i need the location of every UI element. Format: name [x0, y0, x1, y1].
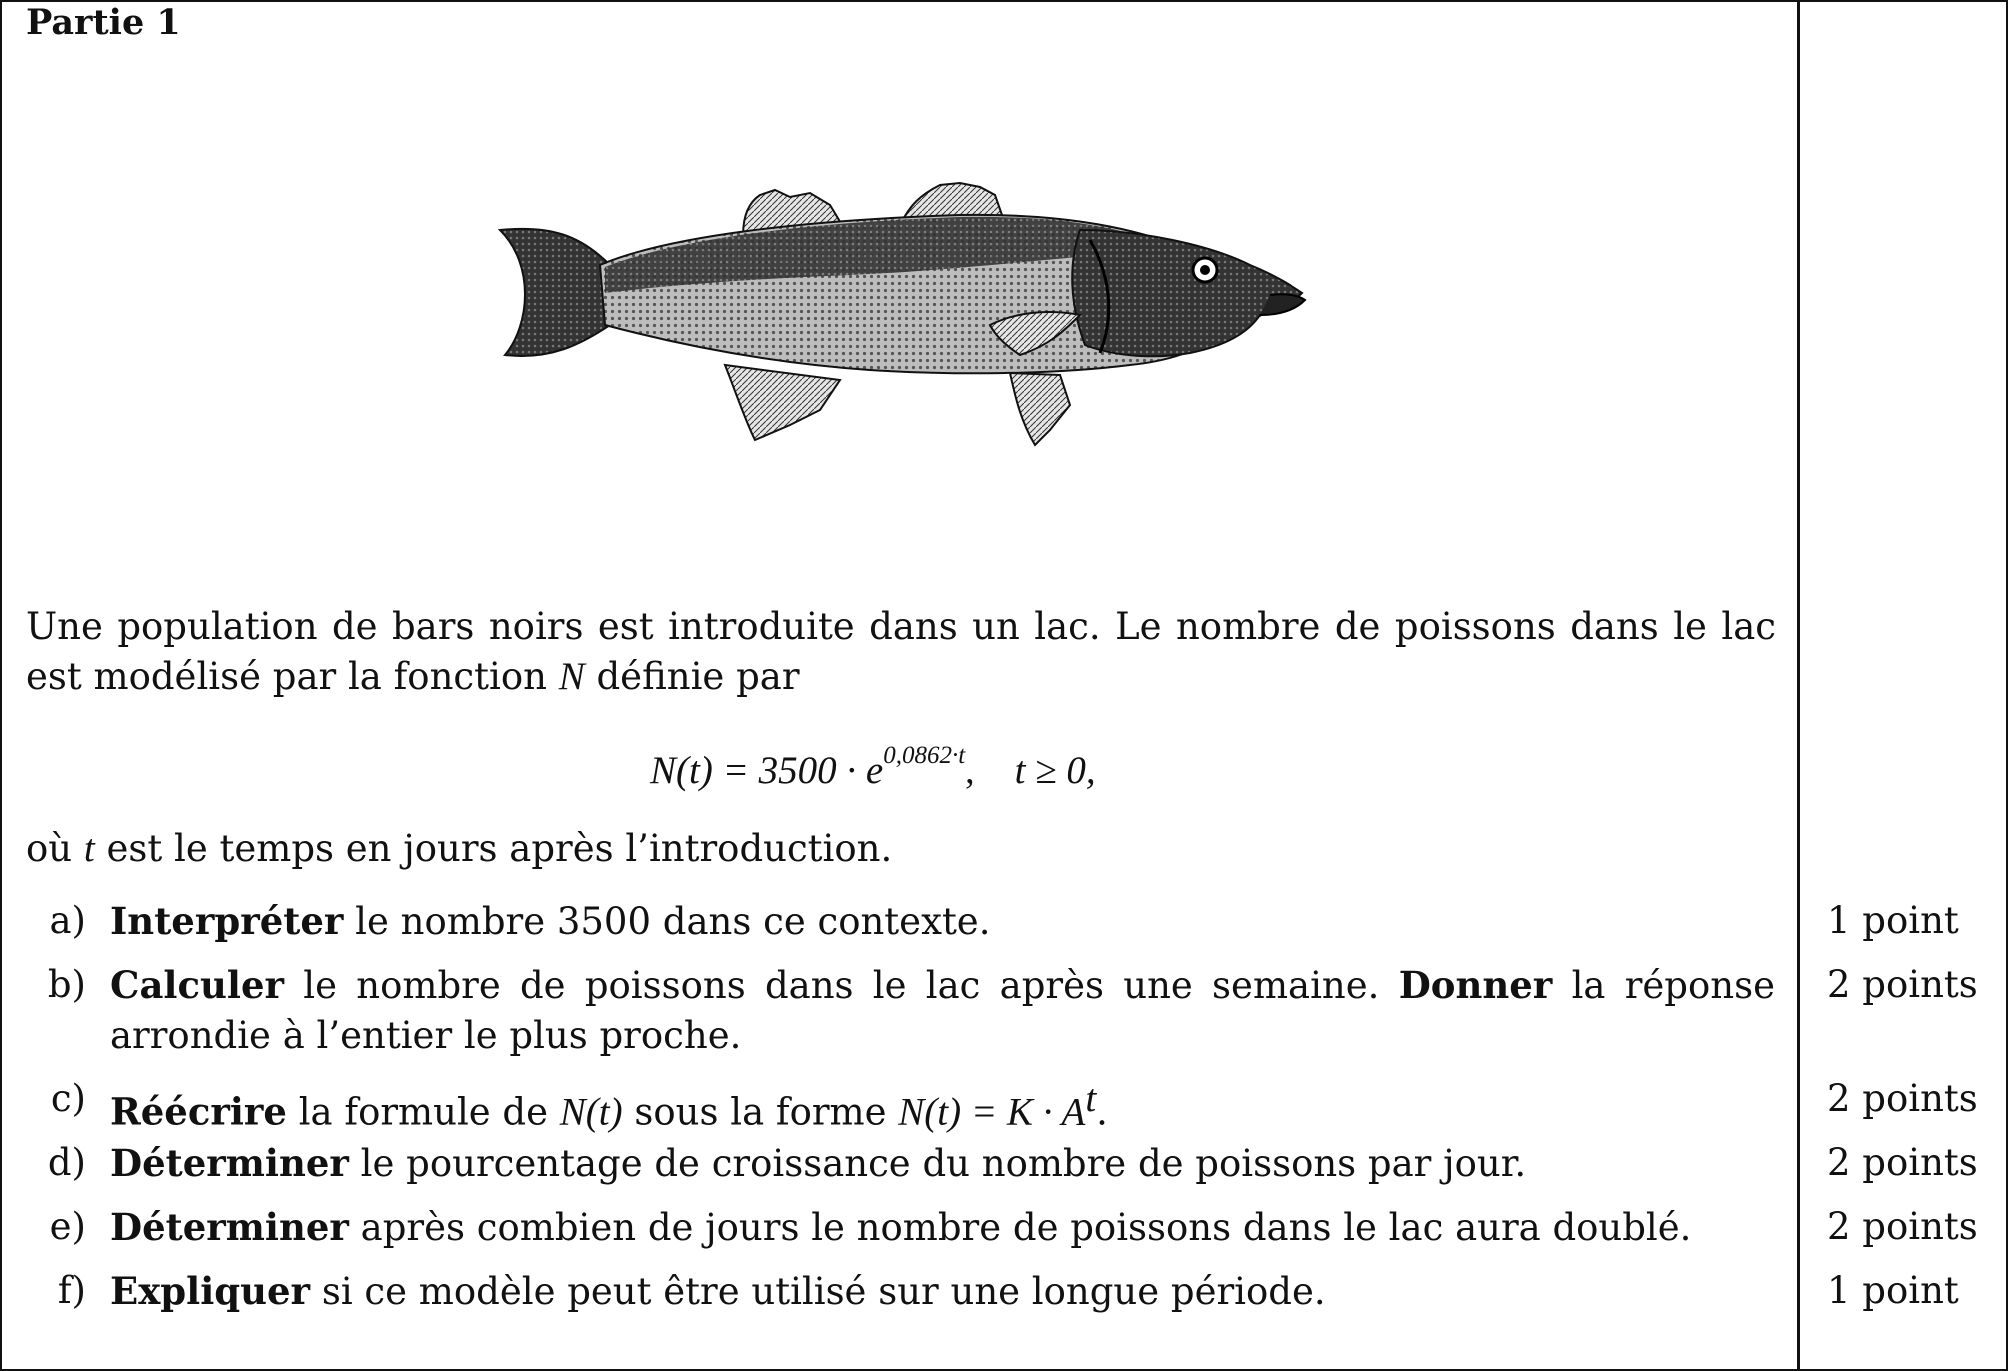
points-e: 2 points [1827, 1205, 1978, 1248]
points-d: 2 points [1827, 1141, 1978, 1184]
formula [650, 742, 1096, 793]
question-text: Calculer le nombre de poissons dans le lac après une semaine. Donner la réponse arrondie à l’entier le plus proche. [110, 963, 1775, 1057]
points-b: 2 points [1827, 963, 1978, 1006]
function-name: N [558, 655, 585, 698]
intro-end: définie par [596, 655, 800, 698]
question-letter: e) [49, 1205, 86, 1248]
question-letter: f) [57, 1269, 86, 1312]
question-letter: b) [47, 963, 86, 1006]
question-letter: d) [47, 1141, 86, 1184]
variable-definition: où t est le temps en jours après l’introduction. [26, 827, 893, 870]
points-column-divider [1797, 0, 1800, 1371]
time-variable: t [83, 827, 95, 870]
fish-icon [490, 175, 1310, 475]
formula-exponent: 0,0862·t [883, 742, 966, 770]
intro-paragraph [26, 602, 1776, 702]
question-text: Expliquer si ce modèle peut être utilisé sur une longue période. [110, 1269, 1326, 1313]
question-text: Déterminer après combien de jours le nombre de poissons dans le lac aura doublé. [110, 1205, 1692, 1249]
question-text: Déterminer le pourcentage de croissance du nombre de poissons par jour. [110, 1141, 1527, 1185]
formula-comma: , [965, 750, 975, 792]
formula-condition: t ≥ 0, [1014, 749, 1096, 792]
section-title: Partie 1 [26, 2, 181, 43]
fish-illustration [490, 175, 1310, 475]
question-letter: c) [50, 1077, 86, 1120]
points-a: 1 point [1827, 899, 1959, 942]
formula-lhs: N(t) = 3500 · e [650, 749, 884, 792]
question-text: Réécrire la formule de N(t) sous la forme $N(t) = K \cdot A^t$. [110, 1077, 1108, 1134]
points-f: 1 point [1827, 1269, 1959, 1312]
question-letter: a) [49, 899, 86, 942]
question-text: Interpréter le nombre 3500 dans ce contexte. [110, 899, 991, 943]
intro-text: Une population de bars noirs est introduite dans un lac. Le nombre de poissons dans le lac est modélisé par la fonction [26, 605, 1776, 698]
points-c: 2 points [1827, 1077, 1978, 1120]
